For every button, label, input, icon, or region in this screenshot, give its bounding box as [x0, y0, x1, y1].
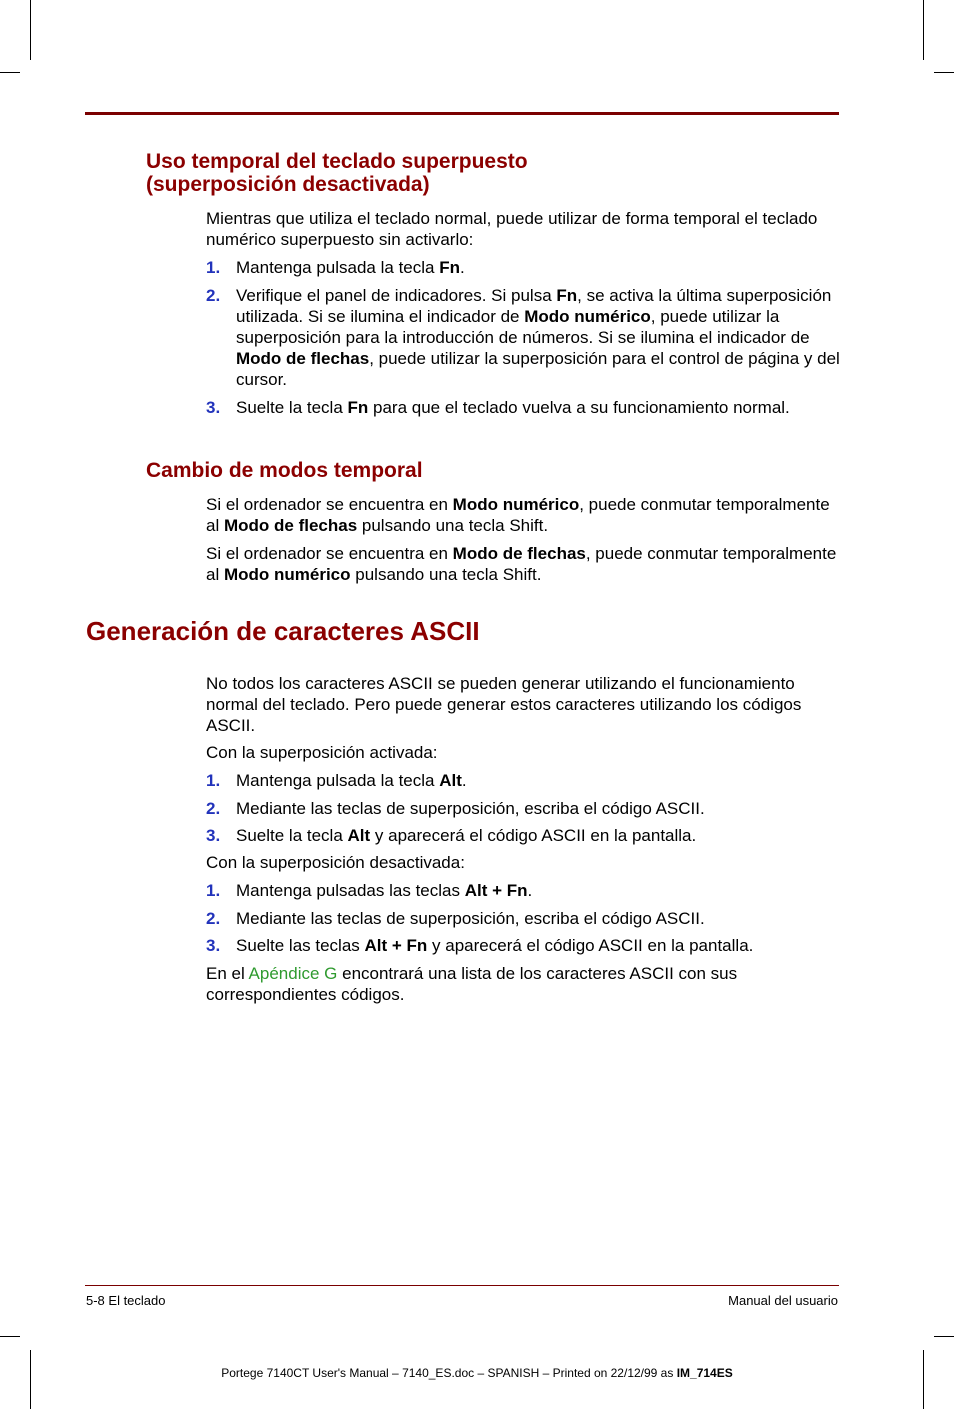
step-text [236, 285, 840, 390]
appendix-link[interactable]: Apéndice G [248, 964, 338, 983]
chapter-heading: Generación de caracteres ASCII [86, 616, 480, 646]
text-run: , puede utilizar la superposición para el control de página y del cursor. [236, 349, 840, 389]
key-term: Modo de flechas [452, 544, 586, 563]
text-run: y aparecerá el código ASCII en la pantalla. [370, 826, 697, 845]
text-run: Mediante las teclas de superposición, escriba el código ASCII. [236, 799, 705, 818]
key-term: Modo numérico [223, 565, 351, 584]
step-number: 2. [206, 286, 221, 305]
text-run: . [527, 881, 533, 900]
crop-mark [30, 0, 31, 60]
text-run: Mediante las teclas de superposición, escriba el código ASCII. [236, 909, 705, 928]
key-term: Fn [556, 286, 578, 305]
step-text [236, 798, 840, 819]
text-run: Mantenga pulsadas las teclas [236, 881, 465, 900]
paragraph: Mientras que utiliza el teclado normal, puede utilizar de forma temporal el teclado numérico superpuesto sin activarlo: [206, 209, 818, 249]
section-heading: Cambio de modos temporal [146, 459, 423, 482]
paragraph [206, 494, 840, 536]
text-run: , puede conmutar temporalmente al [206, 544, 837, 584]
text: encontrará una lista de los caracteres ASCII con sus correspondientes códigos. [206, 964, 738, 1004]
step-number: 3. [206, 936, 221, 955]
text-run: Si el ordenador se encuentra en [206, 495, 453, 514]
step-text [236, 770, 840, 791]
text-run: , se activa la última superposición utilizada. Si se ilumina el indicador de [236, 286, 832, 326]
key-term: Alt + Fn [464, 881, 528, 900]
step-number: 3. [206, 398, 221, 417]
paragraph: Con la superposición activada: [206, 743, 438, 762]
step-text [236, 397, 840, 418]
text-run: pulsando una tecla Shift. [357, 516, 549, 535]
print-code: IM_714ES [676, 1366, 733, 1380]
step-number: 2. [206, 799, 221, 818]
header-rule [85, 112, 839, 115]
text-run: Mantenga pulsada la tecla [236, 258, 440, 277]
text-run: Suelte la tecla [236, 826, 348, 845]
step-text [236, 908, 840, 929]
key-term: Fn [347, 398, 369, 417]
step-text [236, 257, 840, 278]
print-line: Portege 7140CT User's Manual – 7140_ES.doc – SPANISH – Printed on 22/12/99 as [221, 1366, 677, 1380]
key-term: Fn [439, 258, 460, 277]
key-term: Alt [347, 826, 371, 845]
text-run: Mantenga pulsada la tecla [236, 771, 440, 790]
key-term: Modo numérico [524, 307, 651, 326]
heading-line: (superposición desactivada) [146, 173, 430, 196]
crop-mark [0, 72, 20, 73]
text-run: Suelte la tecla [236, 398, 348, 417]
text-run: . [461, 771, 467, 790]
step-text [236, 825, 840, 846]
heading-line: Uso temporal del teclado superpuesto [146, 150, 528, 173]
crop-mark [934, 72, 954, 73]
paragraph [206, 963, 840, 1005]
step-number: 1. [206, 258, 221, 277]
text: En el [206, 964, 249, 983]
text-run: Suelte las teclas [236, 936, 365, 955]
footer-rule [85, 1285, 839, 1286]
footer-manual-title: Manual del usuario [728, 1293, 838, 1308]
text-run: Si el ordenador se encuentra en [206, 544, 453, 563]
text-run: , puede utilizar la superposición para la introducción de números. Si se ilumina el indicador de [236, 307, 810, 347]
key-term: Modo de flechas [236, 349, 370, 368]
text-run: y aparecerá el código ASCII en la pantalla. [427, 936, 754, 955]
text-run: , puede conmutar temporalmente al [206, 495, 830, 535]
key-term: Alt [439, 771, 462, 790]
crop-mark [923, 0, 924, 60]
step-number: 2. [206, 909, 221, 928]
text-run: Verifique el panel de indicadores. Si pulsa [236, 286, 557, 305]
text-run: pulsando una tecla Shift. [350, 565, 542, 584]
crop-mark [934, 1336, 954, 1337]
paragraph [206, 543, 840, 585]
step-number: 1. [206, 881, 221, 900]
key-term: Modo numérico [452, 495, 580, 514]
text-run: para que el teclado vuelva a su funcionamiento normal. [368, 398, 790, 417]
text-run: . [459, 258, 465, 277]
step-number: 3. [206, 826, 221, 845]
paragraph: No todos los caracteres ASCII se pueden generar utilizando el funcionamiento normal del teclado. Pero puede generar estos caracteres utilizando los códigos ASCII. [206, 674, 802, 735]
step-number: 1. [206, 771, 221, 790]
step-text [236, 880, 840, 901]
footer-page-label: 5-8 El teclado [86, 1293, 166, 1308]
crop-mark [0, 1336, 20, 1337]
print-info [0, 1365, 954, 1381]
section-heading [146, 150, 528, 196]
key-term: Alt + Fn [364, 936, 428, 955]
step-text [236, 935, 840, 956]
key-term: Modo de flechas [223, 516, 358, 535]
paragraph: Con la superposición desactivada: [206, 853, 465, 872]
